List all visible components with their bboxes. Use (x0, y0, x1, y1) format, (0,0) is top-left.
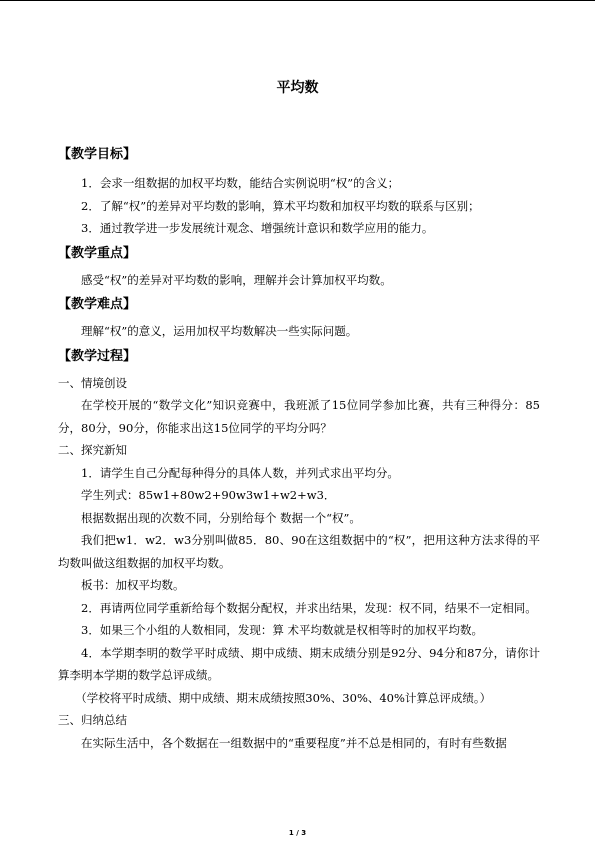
difficulties-text: 理解“权”的意义，运用加权平均数解决一些实际问题。 (81, 324, 358, 338)
process-step1-weights: 我们把w1．w2．w3分别叫做85．80、90在这组数据中的“权”，把用这种方法求得的平均数叫做这组数据的加权平均数。 (58, 533, 540, 570)
heading-goals: 【教学目标】 (58, 147, 137, 162)
process-part2-title: 二、探究新知 (58, 443, 127, 457)
goal-item-2: 2．了解“权”的差异对平均数的影响，算术平均数和加权平均数的联系与区别； (81, 198, 480, 213)
process-part1-text: 在学校开展的“数学文化”知识竞赛中，我班派了15位同学参加比赛，共有三种得分：85分，80分，90分，你能求出这15位同学的平均分吗？ (58, 398, 540, 435)
page-title: 平均数 (276, 80, 319, 96)
process-part3-text: 在实际生活中，各个数据在一组数据中的“重要程度”并不总是相同的，有时有些数据 (81, 735, 507, 750)
key-points-text: 感受“权”的差异对平均数的影响，理解并会计算加权平均数。 (81, 272, 392, 287)
goal-item-3: 3．通过教学进一步发展统计观念、增强统计意识和数学应用的能力。 (81, 221, 434, 235)
process-step4: 4．本学期李明的数学平时成绩、期中成绩、期末成绩分别是92分、94分和87分，请你计算李明本学期的数学总评成绩。 (58, 645, 540, 682)
process-step3: 3．如果三个小组的人数相同，发现：算 术平均数就是权相等时的加权平均数。 (81, 623, 483, 637)
process-part1-title: 一、情境创设 (58, 375, 127, 390)
heading-process: 【教学过程】 (58, 348, 137, 364)
process-step1-formula: 学生列式：85w1+80w2+90w3w1+w2+w3． (81, 488, 336, 502)
heading-key-points: 【教学重点】 (58, 245, 137, 261)
process-step1-board: 板书：加权平均数。 (81, 578, 185, 592)
document-body (58, 141, 540, 754)
process-step1-note: 根据数据出现的次数不同，分别给每个 数据一个“权”。 (81, 510, 361, 525)
process-step4-note: （学校将平时成绩、期中成绩、期末成绩按照30%、30%、40%计算总评成绩。） (75, 690, 492, 705)
page-number: 1 / 3 (288, 829, 307, 837)
process-step2: 2．再请两位同学重新给每个数据分配权，并求出结果，发现：权不同，结果不一定相同。 (81, 600, 537, 615)
process-step1: 1．请学生自己分配每种得分的具体人数，并列式求出平均分。 (81, 465, 399, 480)
goal-item-1: 1．会求一组数据的加权平均数，能结合实例说明“权”的含义； (81, 176, 400, 190)
process-part3-title: 三、归纳总结 (58, 713, 127, 727)
top-border-line (0, 0, 595, 1)
heading-difficulties: 【教学难点】 (58, 297, 137, 312)
